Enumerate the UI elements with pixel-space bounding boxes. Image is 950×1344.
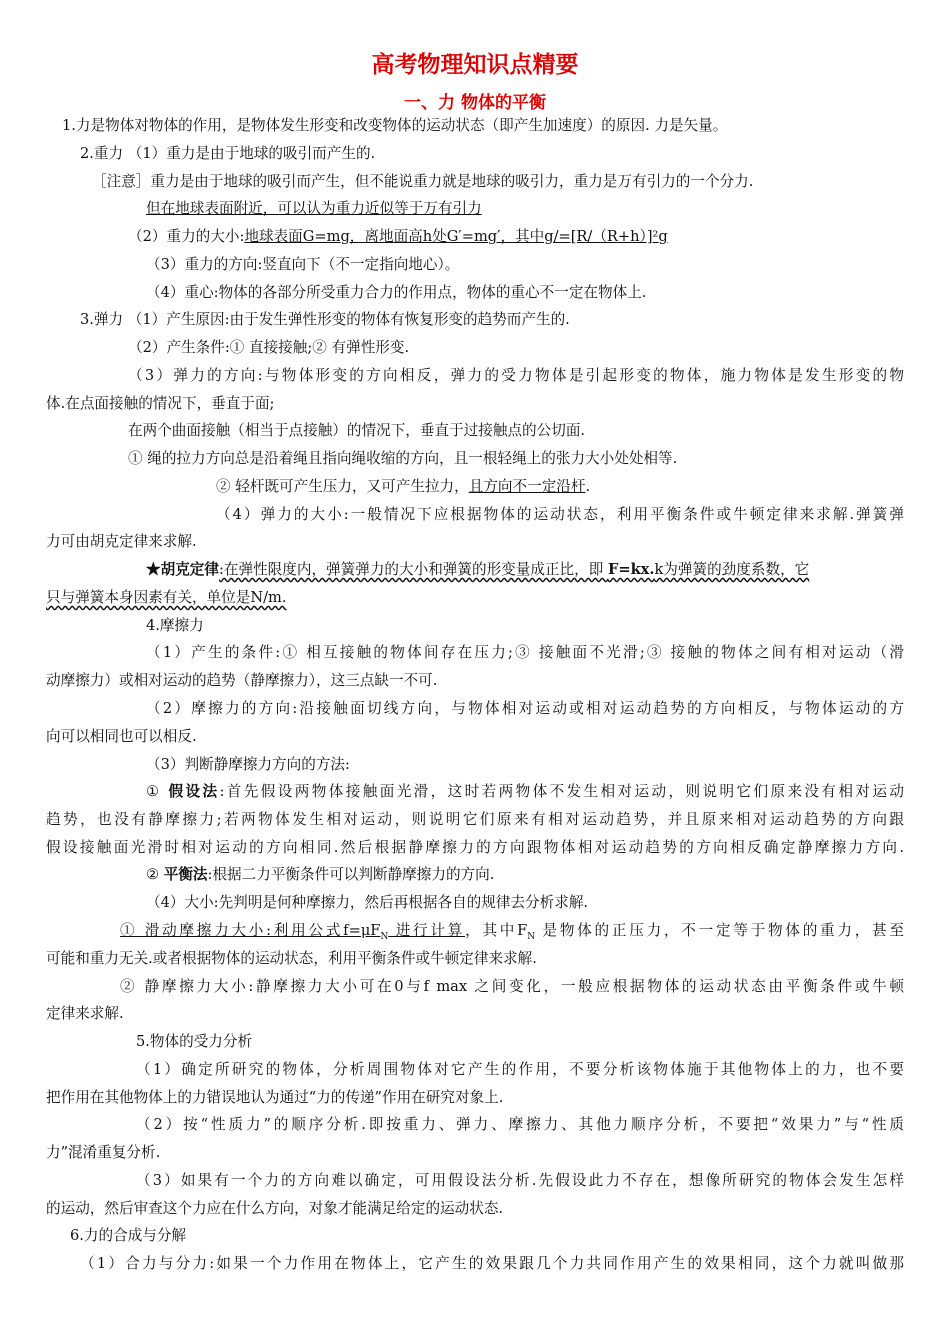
section-heading: 一、力 物体的平衡: [404, 93, 546, 113]
subscript: N: [380, 931, 389, 942]
paragraph-line: 在两个曲面接触（相当于点接触）的情况下，垂直于过接触点的公切面.: [128, 422, 586, 439]
paragraph-line: 把作用在其他物体上的力错误地认为通过“力的传递”作用在研究对象上.: [46, 1089, 504, 1106]
paragraph-line: 力可由胡克定律来求解.: [46, 533, 197, 550]
paragraph-line: ① 绳的拉力方向总是沿着绳且指向绳收缩的方向，且一根轻绳上的张力大小处处相等.: [128, 450, 678, 467]
paragraph-line: 体.在点面接触的情况下，垂直于面;: [46, 395, 275, 412]
wavy-span: k为弹簧的劲度系数，它: [654, 561, 810, 578]
text-span: :根据二力平衡条件可以判断静摩擦力的方向.: [207, 866, 495, 883]
paragraph-line: 动摩擦力）或相对运动的趋势（静摩擦力），这三点缺一不可.: [46, 672, 438, 689]
paragraph-line: [216, 477, 590, 497]
paragraph-line: 定律来求解.: [46, 1005, 124, 1022]
text-span: 进行计算: [388, 922, 466, 939]
formula-span: 地球表面G=mg，离地面高h处G′=mg′，其中g/=[R/（R+h）]²g: [244, 228, 668, 245]
paragraph-line: （3）判断静摩擦力方向的方法:: [146, 756, 350, 773]
wavy-span: :在弹性限度内，弹簧弹力的大小和弹簧的形变量成正比，即: [218, 561, 608, 578]
text-span: ① 滑动摩擦力大小:利用公式f=μF: [120, 922, 381, 939]
hooke-law-label: ★胡克定律: [146, 561, 219, 578]
wavy-line: 只与弹簧本身因素有关，单位是N/m.: [46, 589, 287, 606]
paragraph-line: 假设接触面光滑时相对运动的方向相同.然后根据静摩擦力的方向跟物体相对运动趋势的方向相反确定静摩擦力方向.: [46, 839, 904, 856]
method-label: 平衡法: [163, 866, 208, 883]
paragraph-line: 2.重力 （1）重力是由于地球的吸引而产生的.: [80, 145, 376, 162]
paragraph-line: （3）弹力的方向:与物体形变的方向相反，弹力的受力物体是引起形变的物体，施力物体是发生形变的物: [128, 367, 904, 384]
text-span: :首先假设两物体接触面光滑，这时若两物体不发生相对运动，则说明它们原来没有相对运动: [219, 783, 904, 800]
section-line: 4.摩擦力: [146, 617, 204, 634]
text-span: ，其中F: [465, 922, 528, 939]
paragraph-line: 趋势，也没有静摩擦力;若两物体发生相对运动，则说明它们原来有相对运动趋势，并且原来相对运动趋势的方向跟: [46, 811, 904, 828]
text-span: ② 轻杆既可产生压力，又可产生拉力，: [216, 478, 469, 495]
formula-span: F=kx.: [607, 561, 655, 578]
document-title: 高考物理知识点精要: [371, 51, 579, 78]
paragraph-line: [146, 782, 904, 802]
paragraph-line: 3.弹力 （1）产生原因:由于发生弹性形变的物体有恢复形变的趋势而产生的.: [80, 311, 570, 328]
text-span: ①: [146, 783, 169, 800]
paragraph-line: （2）按“性质力”的顺序分析.即按重力、弹力、摩擦力、其他力顺序分析，不要把“效果力”与“性质: [136, 1116, 904, 1133]
paragraph-line: 力”混淆重复分析.: [46, 1144, 161, 1161]
paragraph-line: （3）如果有一个力的方向难以确定，可用假设法分析.先假设此力不存在，想像所研究的物体会发生怎样: [136, 1172, 904, 1189]
underlined-line: 但在地球表面附近，可以认为重力近似等于万有引力: [146, 200, 482, 217]
method-label: 假设法: [168, 783, 220, 800]
text-span: 是物体的正压力，不一定等于物体的重力，甚至: [535, 922, 905, 939]
hooke-law-line: [146, 560, 809, 580]
paragraph-line: （2）摩擦力的方向:沿接触面切线方向，与物体相对运动或相对运动趋势的方向相反，与物体运动的方: [146, 700, 904, 717]
paragraph-line: [120, 921, 904, 947]
text-span: ②: [146, 866, 164, 883]
paragraph-line: [146, 865, 494, 885]
subscript: N: [527, 931, 536, 942]
section-line: 6.力的合成与分解: [70, 1227, 187, 1244]
paragraph-line: （4）重心:物体的各部分所受重力合力的作用点，物体的重心不一定在物体上.: [146, 284, 647, 301]
paragraph-line: （1）产生的条件:① 相互接触的物体间存在压力;③ 接触面不光滑;③ 接触的物体之间有相对运动（滑: [146, 644, 904, 661]
text-span: .: [585, 478, 591, 495]
section-line: 5.物体的受力分析: [136, 1033, 253, 1050]
paragraph-line: [128, 227, 668, 247]
paragraph-line: ② 静摩擦力大小:静摩擦力大小可在0与f max 之间变化，一般应根据物体的运动状态由平衡条件或牛顿: [120, 978, 904, 995]
underlined-span: [120, 922, 466, 942]
paragraph-line: （4）弹力的大小:一般情况下应根据物体的运动状态，利用平衡条件或牛顿定律来求解.弹簧弹: [216, 506, 904, 523]
paragraph-line: （1）确定所研究的物体，分析周围物体对它产生的作用，不要分析该物体施于其他物体上的力，也不要: [136, 1061, 904, 1078]
paragraph-line: （2）产生条件:① 直接接触;② 有弹性形变.: [128, 339, 410, 356]
text-span: （2）重力的大小:: [128, 228, 245, 245]
paragraph-line: （3）重力的方向:竖直向下（不一定指向地心）。: [146, 256, 460, 273]
paragraph-line: 1.力是物体对物体的作用，是物体发生形变和改变物体的运动状态（即产生加速度）的原因. 力是矢量。: [62, 117, 728, 134]
paragraph-line: 可能和重力无关.或者根据物体的运动状态，利用平衡条件或牛顿定律来求解.: [46, 950, 537, 967]
paragraph-line: 的运动，然后审查这个力应在什么方向，对象才能满足给定的运动状态.: [46, 1200, 504, 1217]
note-line: ［注意］重力是由于地球的吸引而产生，但不能说重力就是地球的吸引力，重力是万有引力的一个分力.: [92, 173, 754, 190]
underlined-span: 且方向不一定沿杆: [468, 478, 586, 495]
paragraph-line: （4）大小:先判明是何种摩擦力，然后再根据各自的规律去分析求解.: [146, 894, 589, 911]
paragraph-line: 向可以相同也可以相反.: [46, 728, 197, 745]
paragraph-line: （1）合力与分力:如果一个力作用在物体上，它产生的效果跟几个力共同作用产生的效果相同，这个力就叫做那: [80, 1255, 904, 1272]
